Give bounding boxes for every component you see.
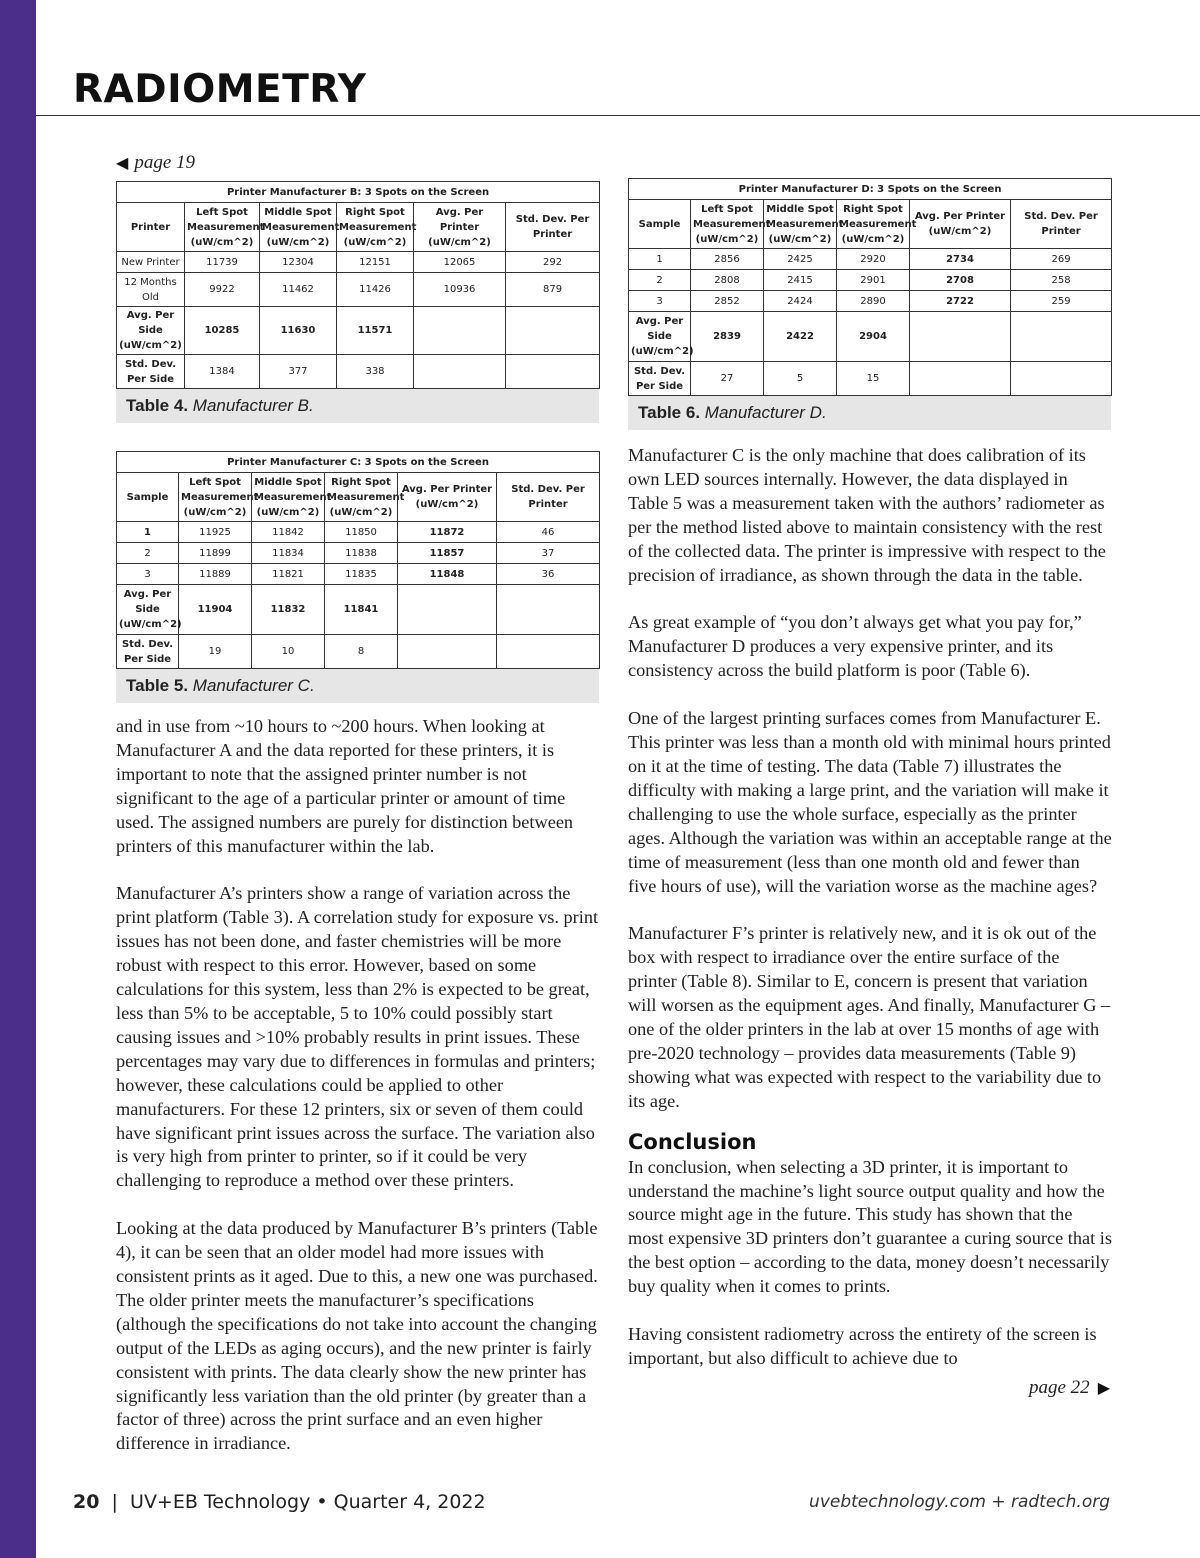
left-body-text	[116, 715, 600, 1456]
column-header: Middle Spot Measurement (uW/cm^2)	[764, 200, 837, 249]
caption-label: Table 4.	[126, 396, 189, 415]
table-cell	[398, 585, 497, 635]
prev-page-link[interactable]	[116, 150, 600, 177]
table-cell	[1011, 312, 1112, 362]
table-cell: 2	[629, 270, 691, 291]
table-cell: 338	[337, 355, 414, 389]
table-title: Printer Manufacturer D: 3 Spots on the Screen	[629, 179, 1112, 200]
column-header: Left Spot Measurement (uW/cm^2)	[691, 200, 764, 249]
table-cell: 11899	[179, 543, 252, 564]
table-cell: 3	[117, 564, 179, 585]
column-header: Printer	[117, 203, 185, 252]
caption-text: Manufacturer B.	[192, 396, 314, 415]
section-title: RADIOMETRY	[73, 67, 367, 112]
column-header: Sample	[117, 473, 179, 522]
right-column	[628, 178, 1112, 1402]
caption-text: Manufacturer D.	[704, 403, 827, 422]
table-cell: 2904	[837, 312, 910, 362]
table-caption	[628, 396, 1111, 430]
table-row	[117, 252, 600, 273]
table-cell: 11630	[260, 307, 337, 355]
table-cell: 2901	[837, 270, 910, 291]
table-cell: 9922	[185, 273, 260, 307]
table-cell: 11904	[179, 585, 252, 635]
column-header: Left Spot Measurement (uW/cm^2)	[179, 473, 252, 522]
table-cell: 2920	[837, 249, 910, 270]
column-header: Left Spot Measurement (uW/cm^2)	[185, 203, 260, 252]
table-cell: 10936	[414, 273, 506, 307]
table-cell: 2708	[910, 270, 1011, 291]
body-paragraph: In conclusion, when selecting a 3D printer, it is important to understand the machine’s light source output quality and how the source might age in the future. This study has shown that the most expensive 3D printers don’t guarantee a curing source that is the best option – according to the data, money doesn’t necessarily buy quality when it comes to prints.	[628, 1156, 1112, 1297]
table-cell: 11841	[325, 585, 398, 635]
body-paragraph: Manufacturer F’s printer is relatively new, and it is ok out of the box with respect to irradiance over the entire surface of the printer (Table 8). Similar to E, concern is present that variation will worsen as the equipment ages. And finally, Manufacturer G – one of the older printers in the lab at over 15 months of age with pre-2020 technology – provides data measurements (Table 9) showing what was expected with respect to the variability due to its age.	[628, 923, 1111, 1111]
triangle-right-icon: ▶	[1097, 1379, 1110, 1397]
table-cell: 377	[260, 355, 337, 389]
table-cell: 46	[497, 522, 600, 543]
table-cell: 11571	[337, 307, 414, 355]
table-row	[117, 585, 600, 635]
table-cell: Std. Dev. Per Side	[117, 355, 185, 389]
table-cell: 258	[1011, 270, 1112, 291]
table-row	[629, 270, 1112, 291]
table-cell: Std. Dev. Per Side	[629, 362, 691, 396]
table-cell: 269	[1011, 249, 1112, 270]
table-cell: 2890	[837, 291, 910, 312]
table-cell: 11842	[252, 522, 325, 543]
triangle-left-icon: ◀	[116, 155, 129, 172]
table-cell: 11838	[325, 543, 398, 564]
table-cell: 1	[629, 249, 691, 270]
table-row	[117, 635, 600, 669]
caption-label: Table 6.	[638, 403, 701, 422]
table-cell: 1	[117, 522, 179, 543]
table-cell: 11857	[398, 543, 497, 564]
column-header: Avg. Per Printer (uW/cm^2)	[414, 203, 506, 252]
table-cell	[506, 355, 600, 389]
table-row	[117, 273, 600, 307]
table-cell	[398, 635, 497, 669]
header-rule	[36, 115, 1200, 116]
table-cell: 2422	[764, 312, 837, 362]
table-manufacturer-b	[116, 181, 600, 423]
table-cell: 2808	[691, 270, 764, 291]
column-header: Std. Dev. Per Printer	[497, 473, 600, 522]
table-cell: 11832	[252, 585, 325, 635]
table-cell: 37	[497, 543, 600, 564]
body-paragraph: Having consistent radiometry across the entirety of the screen is important, but also difficult to achieve due to	[628, 1324, 1097, 1368]
right-body-text	[628, 444, 1112, 1402]
table-cell: 2425	[764, 249, 837, 270]
table-cell: 292	[506, 252, 600, 273]
footer-publication	[73, 1489, 486, 1515]
column-header: Middle Spot Measurement (uW/cm^2)	[252, 473, 325, 522]
table-cell: 2415	[764, 270, 837, 291]
table-cell: 8	[325, 635, 398, 669]
table-cell: 11834	[252, 543, 325, 564]
table-cell: 12065	[414, 252, 506, 273]
table-cell: Avg. Per Side (uW/cm^2)	[117, 307, 185, 355]
data-table	[628, 178, 1112, 396]
column-header: Right Spot Measurement (uW/cm^2)	[837, 200, 910, 249]
table-cell: 2852	[691, 291, 764, 312]
footer-sites[interactable]: uvebtechnology.com + radtech.org	[809, 1492, 1110, 1512]
table-manufacturer-c	[116, 451, 600, 703]
table-cell: 1384	[185, 355, 260, 389]
side-color-bar	[0, 0, 36, 1558]
column-header: Middle Spot Measurement (uW/cm^2)	[260, 203, 337, 252]
table-cell	[414, 355, 506, 389]
table-cell	[910, 312, 1011, 362]
next-page-label: page 22	[1029, 1376, 1090, 1398]
table-cell: 3	[629, 291, 691, 312]
body-paragraph: As great example of “you don’t always get what you pay for,” Manufacturer D produces a very expensive printer, and its consistency across the build platform is poor (Table 6).	[628, 612, 1082, 681]
table-caption	[116, 389, 599, 423]
table-cell: 10285	[185, 307, 260, 355]
table-row	[629, 291, 1112, 312]
caption-label: Table 5.	[126, 676, 189, 695]
table-cell: 11889	[179, 564, 252, 585]
table-row	[117, 307, 600, 355]
table-cell	[1011, 362, 1112, 396]
table-cell: 11462	[260, 273, 337, 307]
body-paragraph: Manufacturer A’s printers show a range of variation across the print platform (Table 3). A correlation study for exposure vs. print issues has not been done, and faster chemistries will be more robust with respect to this error. However, based on some calculations for this system, less than 2% is expected to be great, less than 5% to be acceptable, 5 to 10% could possibly start causing issues and >10% probably results in print issues. These percentages may vary due to differences in formulas and printers; however, these calculations could be applied to other manufacturers. For these 12 printers, six or seven of them could have significant print issues across the surface. The variation also is very high from printer to printer, so if it could be very challenging to reproduce a method over these printers.	[116, 883, 599, 1191]
column-header: Std. Dev. Per Printer	[506, 203, 600, 252]
next-page-link[interactable]	[628, 1375, 1112, 1402]
column-header: Right Spot Measurement (uW/cm^2)	[325, 473, 398, 522]
table-cell: 11739	[185, 252, 260, 273]
body-paragraph: One of the largest printing surfaces comes from Manufacturer E. This printer was less than a month old with minimal hours printed on it at the time of testing. The data (Table 7) illustrates the difficulty with making a large print, and the variation will make it challenging to use the whole surface, especially as the printer ages. Although the variation was within an acceptable range at the time of measurement (less than one month old and fewer than five hours of use), will the variation worse as the machine ages?	[628, 708, 1112, 896]
table-caption	[116, 669, 599, 703]
table-cell: 11850	[325, 522, 398, 543]
table-cell: 10	[252, 635, 325, 669]
table-cell: 2856	[691, 249, 764, 270]
table-cell: 2734	[910, 249, 1011, 270]
table-cell	[506, 307, 600, 355]
data-table	[116, 451, 600, 669]
table-cell	[497, 585, 600, 635]
table-cell: 2	[117, 543, 179, 564]
table-cell: 11872	[398, 522, 497, 543]
footer-separator: |	[105, 1491, 124, 1513]
publication-name: UV+EB Technology • Quarter 4, 2022	[130, 1491, 486, 1513]
table-cell: 2839	[691, 312, 764, 362]
table-cell: 2722	[910, 291, 1011, 312]
table-cell: 11848	[398, 564, 497, 585]
table-cell: Avg. Per Side (uW/cm^2)	[117, 585, 179, 635]
caption-text: Manufacturer C.	[192, 676, 315, 695]
table-manufacturer-d	[628, 178, 1112, 430]
table-cell: 879	[506, 273, 600, 307]
table-cell: 12304	[260, 252, 337, 273]
table-cell: New Printer	[117, 252, 185, 273]
body-paragraph: and in use from ~10 hours to ~200 hours. When looking at Manufacturer A and the data reported for these printers, it is important to note that the assigned printer number is not significant to the age of a particular printer or amount of time used. The assigned numbers are purely for distinction between printers of this manufacturer within the lab.	[116, 716, 574, 856]
table-cell: 11821	[252, 564, 325, 585]
table-cell: 15	[837, 362, 910, 396]
table-cell: Std. Dev. Per Side	[117, 635, 179, 669]
table-cell: 11925	[179, 522, 252, 543]
page-number: 20	[73, 1491, 100, 1513]
table-row	[629, 362, 1112, 396]
table-row	[117, 543, 600, 564]
table-cell: 19	[179, 635, 252, 669]
column-header: Right Spot Measurement (uW/cm^2)	[337, 203, 414, 252]
table-cell: 12 Months Old	[117, 273, 185, 307]
prev-page-label: page 19	[134, 152, 195, 173]
table-cell: 11426	[337, 273, 414, 307]
table-row	[117, 564, 600, 585]
table-cell	[497, 635, 600, 669]
table-cell: 11835	[325, 564, 398, 585]
table-row	[629, 249, 1112, 270]
table-cell: 2424	[764, 291, 837, 312]
table-title: Printer Manufacturer C: 3 Spots on the Screen	[117, 452, 600, 473]
table-cell	[910, 362, 1011, 396]
conclusion-heading: Conclusion	[628, 1129, 757, 1154]
table-cell: 27	[691, 362, 764, 396]
column-header: Sample	[629, 200, 691, 249]
table-row	[117, 355, 600, 389]
table-cell: 36	[497, 564, 600, 585]
table-cell: 259	[1011, 291, 1112, 312]
table-row	[629, 312, 1112, 362]
column-header: Avg. Per Printer (uW/cm^2)	[398, 473, 497, 522]
table-cell: 12151	[337, 252, 414, 273]
data-table	[116, 181, 600, 389]
table-row	[117, 522, 600, 543]
column-header: Avg. Per Printer (uW/cm^2)	[910, 200, 1011, 249]
table-cell: Avg. Per Side (uW/cm^2)	[629, 312, 691, 362]
body-paragraph: Looking at the data produced by Manufacturer B’s printers (Table 4), it can be seen that an older model had more issues with consistent prints as it aged. Due to this, a new one was purchased. The older printer meets the manufacturer’s specifications (although the specifications do not take into account the changing output of the LEDs as aging occurs), and the new printer is fairly consistent with prints. The data clearly show the new printer has significantly less variation than the old printer (by greater than a factor of three) across the print surface and an even higher difference in irradiance.	[116, 1218, 598, 1454]
column-header: Std. Dev. Per Printer	[1011, 200, 1112, 249]
table-cell: 5	[764, 362, 837, 396]
table-cell	[414, 307, 506, 355]
left-column	[116, 150, 600, 1456]
body-paragraph: Manufacturer C is the only machine that does calibration of its own LED sources internally. However, the data displayed in Table 5 was a measurement taken with the authors’ radiometer as per the method listed above to maintain consistency with the rest of the collected data. The printer is impressive with respect to the precision of irradiance, as shown through the data in the table.	[628, 445, 1106, 585]
table-title: Printer Manufacturer B: 3 Spots on the Screen	[117, 182, 600, 203]
